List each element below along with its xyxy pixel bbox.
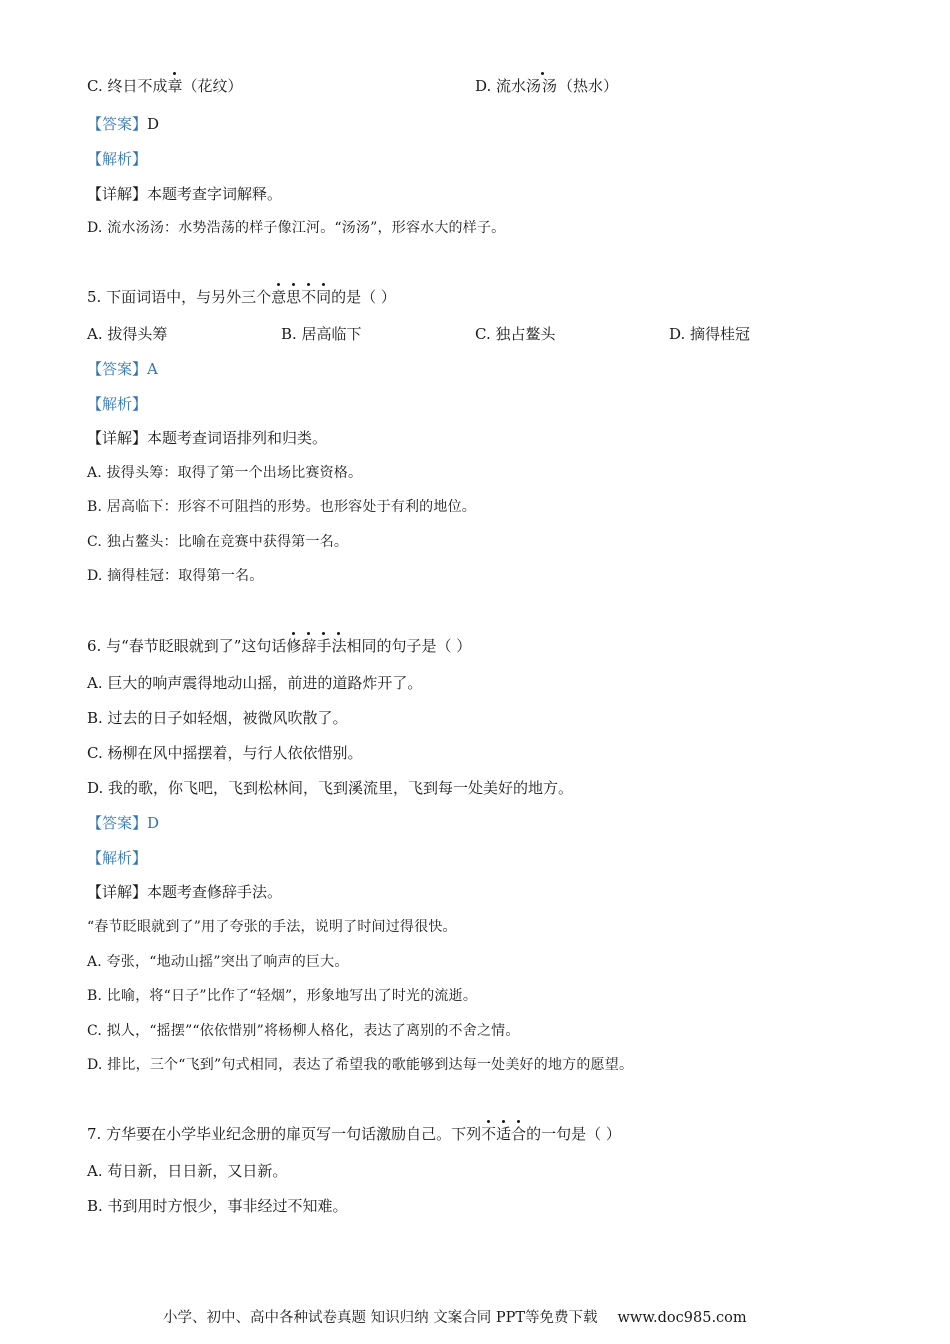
emphasis-char: 合: [511, 1125, 527, 1143]
q4-explain-line: D. 流水汤汤：水势浩荡的样子像江河。“汤汤”，形容水大的样子。: [87, 220, 506, 236]
q7-stem: 7. 方华要在小学毕业纪念册的扉页写一句话激励自己。下列不适合的一句是（ ）: [87, 1125, 621, 1143]
footer-text: 小学、初中、高中各种试卷真题 知识归纳 文案合同 PPT等免费下载: [163, 1310, 598, 1326]
q6-option-c: C. 杨柳在风中摇摆着，与行人依依惜别。: [87, 744, 363, 762]
emphasis-char: 思: [286, 288, 302, 306]
emphasis-mark: 汤汤: [526, 77, 559, 95]
q6-option-b: B. 过去的日子如轻烟，被微风吹散了。: [87, 709, 348, 727]
q4-analysis-tag: 【解析】: [87, 150, 148, 168]
q6-explain-line: “春节眨眼就到了”用了夸张的手法，说明了时间过得很快。: [87, 919, 457, 935]
emphasis-char: 手: [316, 637, 332, 655]
q7-option-a: A. 苟日新，日日新，又日新。: [87, 1162, 288, 1180]
emphasis-char: 修: [286, 637, 302, 655]
q6-analysis-tag: 【解析】: [87, 849, 148, 867]
q6-stem: 6. 与“春节眨眼就到了”这句话修辞手法相同的句子是（ ）: [87, 637, 472, 655]
q5-option-b: B. 居高临下: [281, 325, 362, 343]
q5-option-d: D. 摘得桂冠: [669, 325, 751, 343]
q4-option-d: D. 流水汤汤（热水）: [475, 77, 619, 95]
q5-option-a: A. 拔得头筹: [87, 325, 168, 343]
page-footer: [163, 1306, 747, 1327]
q5-explain-line: B. 居高临下：形容不可阻挡的形势。也形容处于有利的地位。: [87, 499, 476, 515]
footer-url[interactable]: www.doc985.com: [617, 1310, 747, 1326]
q5-explain-line: A. 拔得头筹：取得了第一个出场比赛资格。: [87, 465, 363, 481]
q6-answer: 【答案】D: [87, 814, 160, 832]
emphasis-mark: [481, 1125, 526, 1143]
q5-explain-line: D. 摘得桂冠：取得第一名。: [87, 568, 264, 584]
q6-explain-line: B. 比喻，将“日子”比作了“轻烟”，形象地写出了时光的流逝。: [87, 988, 478, 1004]
q5-analysis-tag: 【解析】: [87, 395, 148, 413]
emphasis-char: 意: [271, 288, 287, 306]
emphasis-char: 辞: [301, 637, 317, 655]
q5-answer: 【答案】A: [87, 360, 158, 378]
q4-detail: 【详解】本题考查字词解释。: [87, 185, 283, 203]
emphasis-mark: [271, 288, 331, 306]
q5-option-c: C. 独占鳌头: [475, 325, 556, 343]
q7-option-b: B. 书到用时方恨少，事非经过不知难。: [87, 1197, 348, 1215]
emphasis-char: 适: [496, 1125, 512, 1143]
emphasis-char: 不: [481, 1125, 497, 1143]
emphasis-char: 不: [301, 288, 317, 306]
q6-option-d: D. 我的歌，你飞吧，飞到松林间，飞到溪流里，飞到每一处美好的地方。: [87, 779, 574, 797]
q4-option-c: C. 终日不成章（花纹）: [87, 77, 243, 95]
emphasis-mark: [286, 637, 346, 655]
q6-explain-line: C. 拟人，“摇摆”“依依惜别”将杨柳人格化，表达了离别的不舍之情。: [87, 1023, 520, 1039]
q6-explain-line: A. 夸张，“地动山摇”突出了响声的巨大。: [87, 954, 349, 970]
q4-answer: 【答案】D: [87, 115, 160, 133]
emphasis-char: 同: [316, 288, 332, 306]
emphasis-char: 法: [331, 637, 347, 655]
emphasis-mark: 章: [167, 77, 183, 95]
q6-detail: 【详解】本题考查修辞手法。: [87, 883, 283, 901]
q6-explain-line: D. 排比，三个“飞到”句式相同，表达了希望我的歌能够到达每一处美好的地方的愿望。: [87, 1057, 634, 1073]
q5-stem: 5. 下面词语中，与另外三个意思不同的是（ ）: [87, 288, 396, 306]
q5-detail: 【详解】本题考查词语排列和归类。: [87, 429, 328, 447]
q5-explain-line: C. 独占鳌头：比喻在竞赛中获得第一名。: [87, 534, 349, 550]
q6-option-a: A. 巨大的响声震得地动山摇，前进的道路炸开了。: [87, 674, 423, 692]
